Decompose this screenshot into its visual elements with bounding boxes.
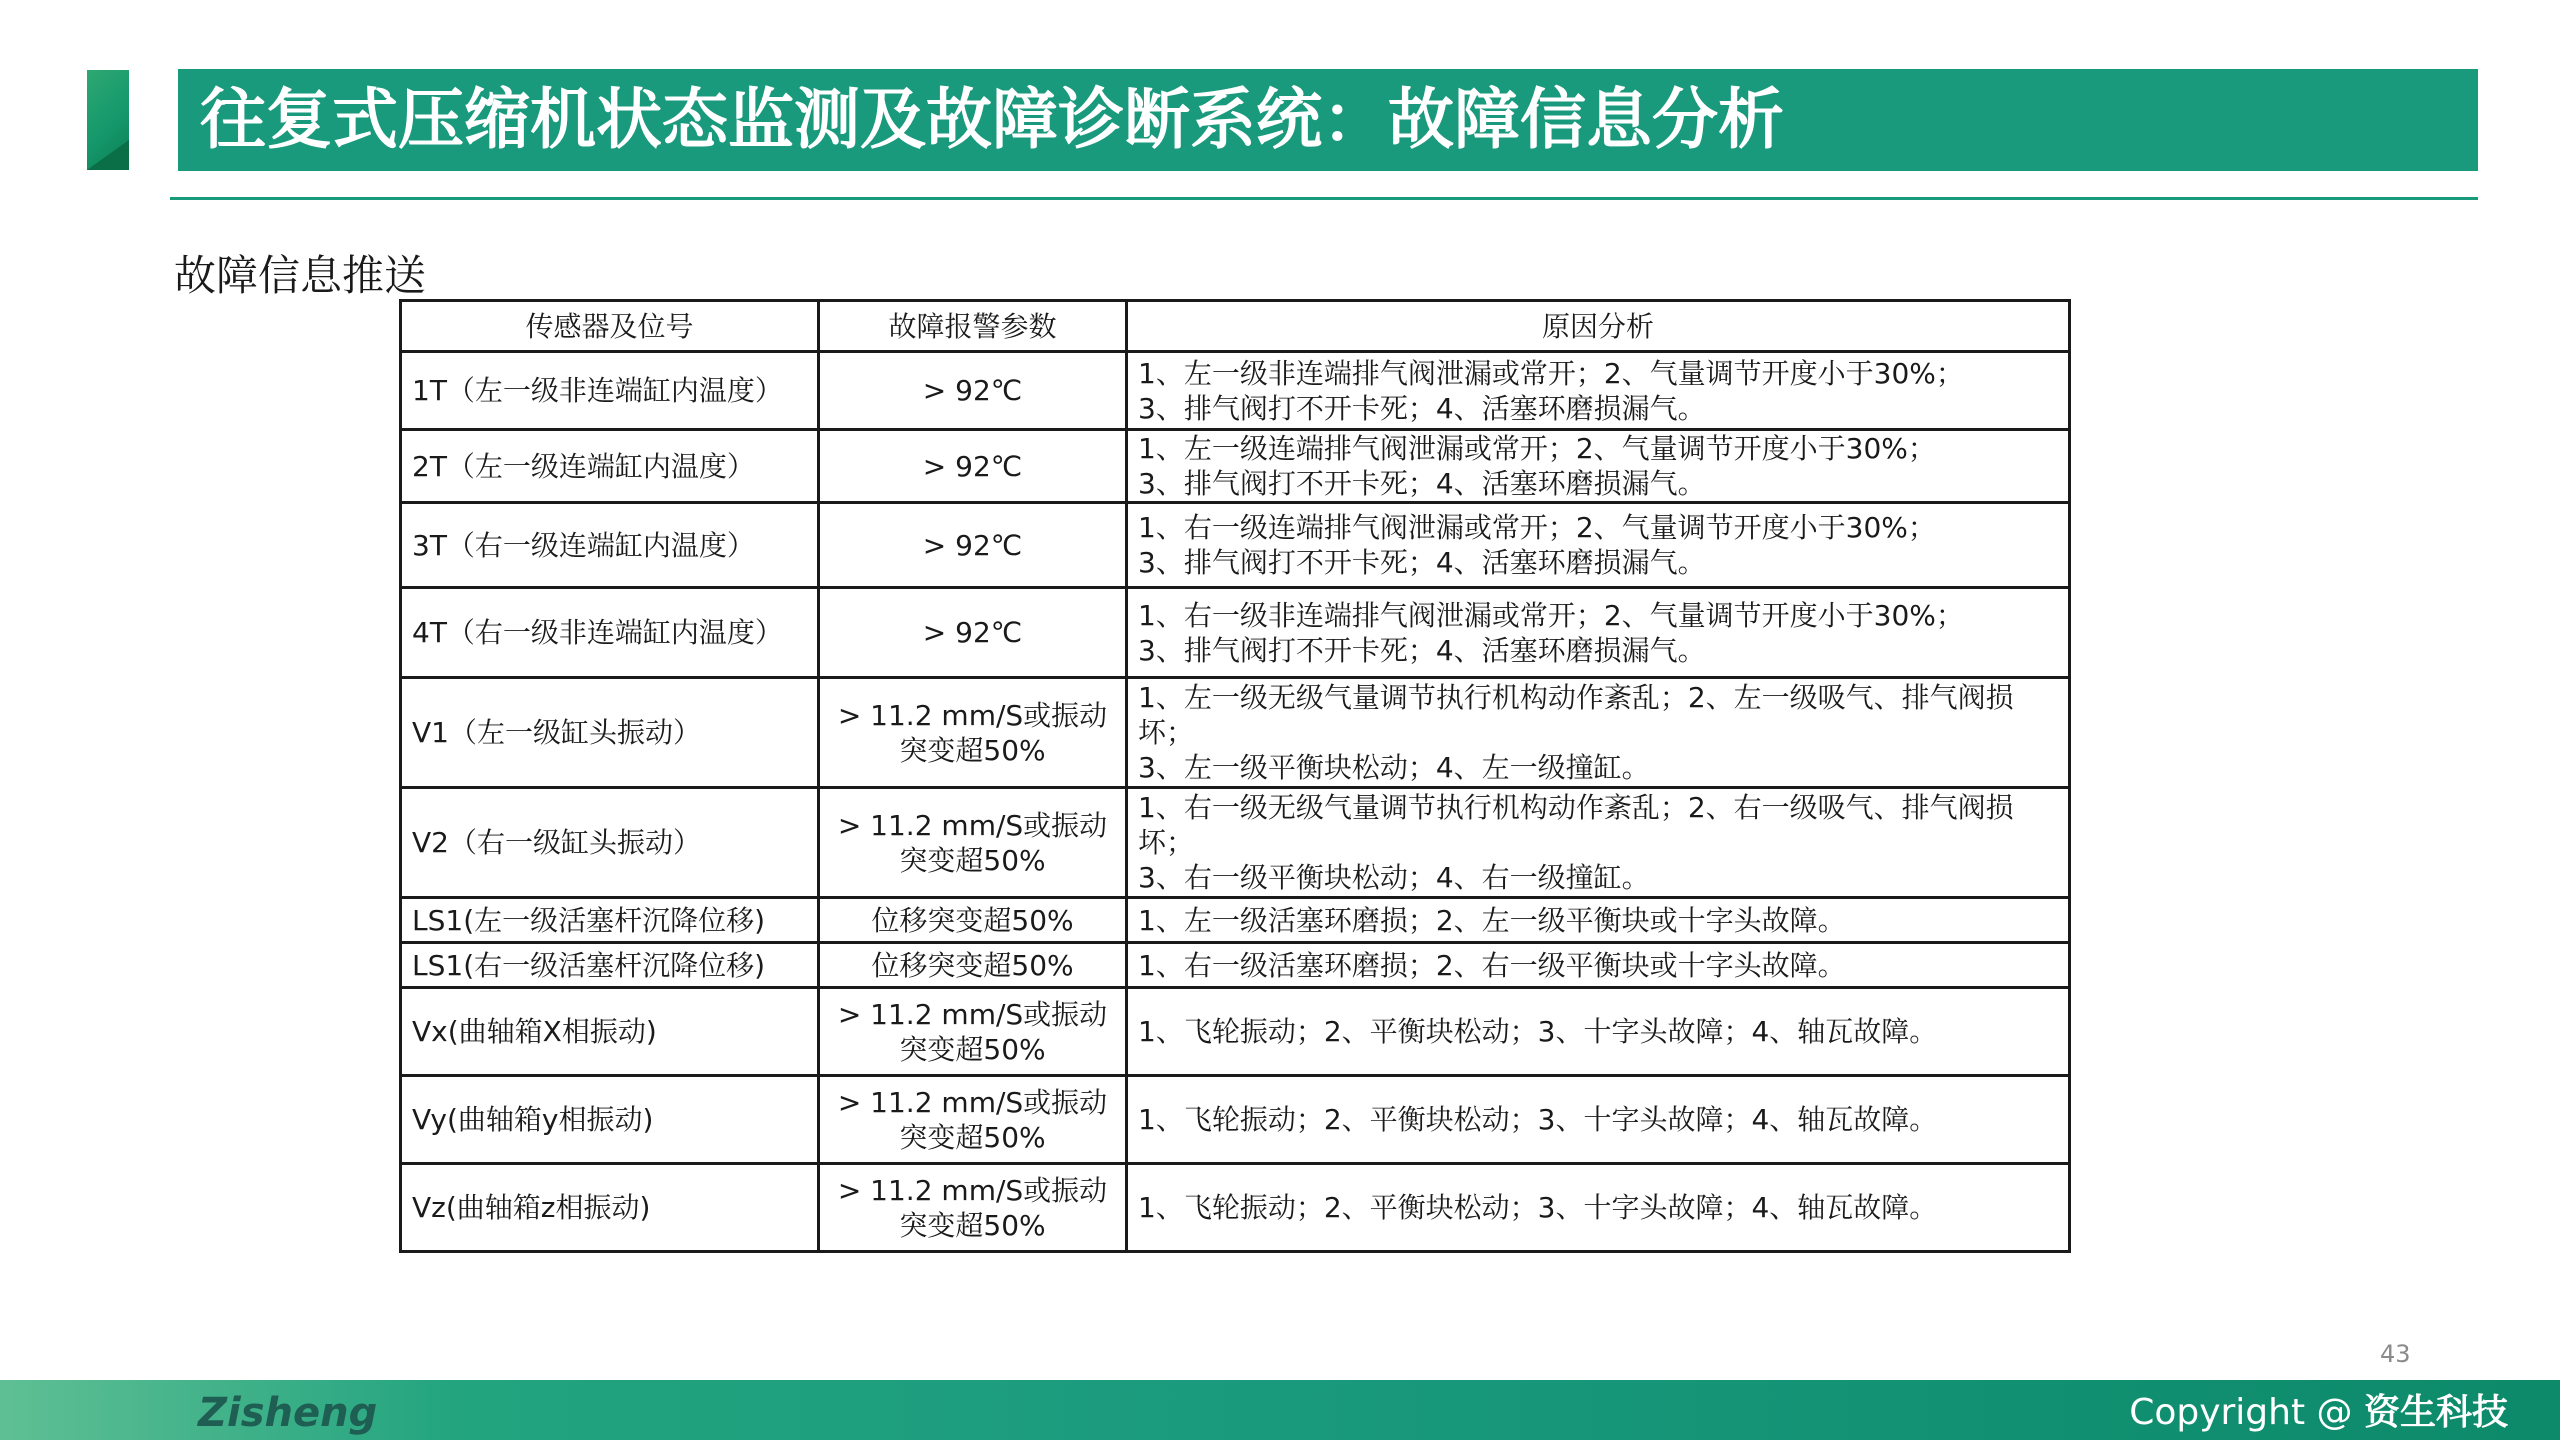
- alarm-param-line: > 92℃: [922, 449, 1023, 483]
- alarm-param-line: 突变超50%: [899, 843, 1046, 877]
- cell-cause: [1127, 1164, 2070, 1252]
- cause-line: 1、右一级连端排气阀泄漏或常开；2、气量调节开度小于30%；: [1138, 511, 1936, 544]
- table-row: [401, 588, 2070, 678]
- page-number: 43: [2380, 1340, 2411, 1368]
- table-row: [401, 352, 2070, 430]
- cause-line: 1、左一级连端排气阀泄漏或常开；2、气量调节开度小于30%；: [1138, 432, 1936, 465]
- section-heading: 故障信息推送: [174, 251, 427, 300]
- alarm-param-line: 突变超50%: [899, 1120, 1046, 1154]
- cell-cause: [1127, 943, 2070, 988]
- cell-sensor: V2（右一级缸头振动）: [401, 788, 819, 898]
- cell-sensor: LS1(左一级活塞杆沉降位移): [401, 898, 819, 943]
- cell-alarm-param: [819, 898, 1127, 943]
- table-row: [401, 1164, 2070, 1252]
- table-row: [401, 898, 2070, 943]
- title-divider: [170, 197, 2478, 200]
- footer-copyright: [2129, 1388, 2508, 1438]
- cell-alarm-param: [819, 943, 1127, 988]
- page-title: 往复式压缩机状态监测及故障诊断系统：故障信息分析: [200, 81, 1784, 158]
- footer-logo: Zisheng: [198, 1390, 378, 1436]
- cause-line: 1、飞轮振动；2、平衡块松动；3、十字头故障；4、轴瓦故障。: [1138, 1103, 1938, 1136]
- cell-alarm-param: [819, 352, 1127, 430]
- cell-sensor: LS1(右一级活塞杆沉降位移): [401, 943, 819, 988]
- header-cause: 原因分析: [1127, 301, 2070, 352]
- cell-sensor: 4T（右一级非连端缸内温度）: [401, 588, 819, 678]
- cause-line: 1、飞轮振动；2、平衡块松动；3、十字头故障；4、轴瓦故障。: [1138, 1191, 1938, 1224]
- cell-alarm-param: [819, 1164, 1127, 1252]
- title-accent-block: [87, 70, 129, 170]
- alarm-param-line: > 92℃: [922, 616, 1023, 649]
- cause-line: 1、飞轮振动；2、平衡块松动；3、十字头故障；4、轴瓦故障。: [1138, 1015, 1938, 1048]
- cell-alarm-param: [819, 503, 1127, 588]
- table-row: [401, 430, 2070, 503]
- cause-line: 3、排气阀打不开卡死；4、活塞环磨损漏气。: [1138, 391, 1706, 425]
- cell-alarm-param: [819, 1076, 1127, 1164]
- cause-line: 坏；: [1138, 826, 1195, 859]
- cell-sensor: Vx(曲轴箱X相振动): [401, 988, 819, 1076]
- table-row: [401, 1076, 2070, 1164]
- cell-cause: [1127, 988, 2070, 1076]
- table-row: [401, 503, 2070, 588]
- cause-line: 1、左一级无级气量调节执行机构动作紊乱；2、左一级吸气、排气阀损: [1138, 681, 2014, 714]
- cause-line: 1、左一级活塞环磨损；2、左一级平衡块或十字头故障。: [1138, 903, 1846, 937]
- alarm-param-line: 突变超50%: [899, 1032, 1046, 1066]
- company-name: 资生科技: [2363, 1392, 2508, 1433]
- fault-info-table: [399, 299, 2071, 1253]
- cause-line: 1、右一级无级气量调节执行机构动作紊乱；2、右一级吸气、排气阀损: [1138, 791, 2014, 824]
- header-sensor: 传感器及位号: [401, 301, 819, 352]
- cell-sensor: Vy(曲轴箱y相振动): [401, 1076, 819, 1164]
- cell-cause: [1127, 430, 2070, 503]
- alarm-param-line: > 11.2 mm/S或振动: [837, 808, 1108, 842]
- cell-cause: [1127, 588, 2070, 678]
- alarm-param-line: > 92℃: [922, 528, 1023, 562]
- alarm-param-line: > 11.2 mm/S或振动: [837, 698, 1108, 732]
- cell-cause: [1127, 352, 2070, 430]
- cause-line: 3、左一级平衡块松动；4、左一级撞缸。: [1138, 751, 1650, 784]
- cell-sensor: Vz(曲轴箱z相振动): [401, 1164, 819, 1252]
- cell-sensor: 1T（左一级非连端缸内温度）: [401, 352, 819, 430]
- cell-alarm-param: [819, 988, 1127, 1076]
- table-row: [401, 943, 2070, 988]
- cell-alarm-param: [819, 430, 1127, 503]
- cell-cause: [1127, 898, 2070, 943]
- alarm-param-line: > 11.2 mm/S或振动: [837, 1085, 1108, 1119]
- cause-line: 3、排气阀打不开卡死；4、活塞环磨损漏气。: [1138, 546, 1706, 579]
- cell-alarm-param: [819, 788, 1127, 898]
- alarm-param-line: 突变超50%: [899, 1208, 1046, 1242]
- alarm-param-line: > 11.2 mm/S或振动: [837, 997, 1108, 1031]
- cause-line: 3、右一级平衡块松动；4、右一级撞缸。: [1138, 861, 1650, 894]
- header-alarm-param: 故障报警参数: [819, 301, 1127, 352]
- cause-line: 坏；: [1138, 716, 1195, 749]
- table-row: [401, 678, 2070, 788]
- cause-line: 1、左一级非连端排气阀泄漏或常开；2、气量调节开度小于30%；: [1138, 356, 1964, 390]
- cell-alarm-param: [819, 588, 1127, 678]
- table-header-row: [401, 301, 2070, 352]
- cell-sensor: 2T（左一级连端缸内温度）: [401, 430, 819, 503]
- alarm-param-line: 位移突变超50%: [871, 948, 1074, 982]
- table-body: [401, 352, 2070, 1252]
- cell-sensor: V1（左一级缸头振动）: [401, 678, 819, 788]
- cell-cause: [1127, 503, 2070, 588]
- alarm-param-line: > 11.2 mm/S或振动: [837, 1173, 1108, 1207]
- copyright-prefix: Copyright @: [2129, 1392, 2364, 1433]
- table-row: [401, 788, 2070, 898]
- alarm-param-line: 位移突变超50%: [871, 903, 1074, 937]
- cause-line: 1、右一级非连端排气阀泄漏或常开；2、气量调节开度小于30%；: [1138, 598, 1964, 632]
- cell-cause: [1127, 678, 2070, 788]
- cell-sensor: 3T（右一级连端缸内温度）: [401, 503, 819, 588]
- alarm-param-line: > 92℃: [922, 374, 1023, 407]
- title-bar: [178, 69, 2478, 171]
- cell-cause: [1127, 788, 2070, 898]
- alarm-param-line: 突变超50%: [899, 733, 1046, 767]
- cause-line: 3、排气阀打不开卡死；4、活塞环磨损漏气。: [1138, 633, 1706, 667]
- cell-alarm-param: [819, 678, 1127, 788]
- footer-band: [0, 1380, 2560, 1440]
- cell-cause: [1127, 1076, 2070, 1164]
- table-row: [401, 988, 2070, 1076]
- cause-line: 3、排气阀打不开卡死；4、活塞环磨损漏气。: [1138, 467, 1706, 500]
- cause-line: 1、右一级活塞环磨损；2、右一级平衡块或十字头故障。: [1138, 948, 1846, 982]
